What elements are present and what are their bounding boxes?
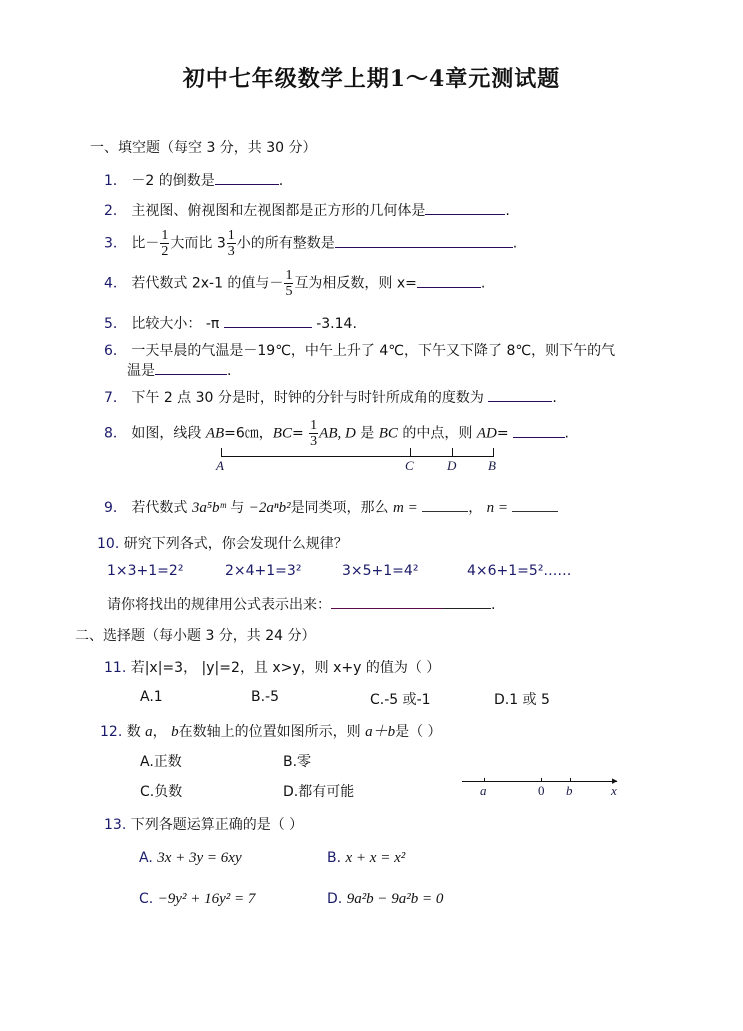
q3-number: 3． <box>104 235 127 252</box>
q13-option-c-key: C. <box>139 891 154 907</box>
q2-number: 2． <box>104 203 127 219</box>
q4-number: 4． <box>104 275 127 292</box>
question-1 <box>104 170 283 190</box>
q10-end: . <box>491 597 496 613</box>
q13-option-a[interactable] <box>139 850 242 867</box>
number-line-axis <box>462 781 617 782</box>
q3-answer-blank[interactable] <box>335 235 513 248</box>
q11-option-c[interactable]: C.-5 或-1 <box>370 692 431 708</box>
q12-option-b[interactable]: B.零 <box>283 754 312 770</box>
q10-pattern-3: 3×5+1=4² <box>342 563 419 579</box>
q9-term1: 3a⁵bᵐ <box>191 500 226 516</box>
q12-number: 12. <box>100 724 123 740</box>
q8-bc: BC <box>272 425 292 442</box>
q10-prompt-line <box>107 594 495 614</box>
question-6-cont <box>127 360 231 380</box>
q12-option-a[interactable]: A.正数 <box>140 754 182 770</box>
q9-post: 是同类项，那么 <box>290 500 394 516</box>
q4-pre: 若代数式 2x-1 的值与－ <box>131 275 284 292</box>
question-4 <box>104 268 485 299</box>
q8-eq3: = <box>496 425 509 442</box>
q12-post: 在数轴上的位置如图所示，则 <box>178 724 366 740</box>
q8-ab: AB <box>205 425 225 442</box>
q13-option-d-expr: 9a²b − 9a²b = 0 <box>346 891 444 907</box>
q8-answer-blank[interactable] <box>513 425 565 438</box>
question-5 <box>104 313 357 333</box>
q5-answer-blank[interactable] <box>224 315 312 328</box>
q10-pattern-4: 4×6+1=5²…… <box>467 563 572 579</box>
q13-number: 13. <box>104 817 127 833</box>
question-2 <box>104 200 510 220</box>
q12-a: a <box>145 724 153 740</box>
q3-post: 小的所有整数是 <box>236 235 335 252</box>
q8-mid: 是 <box>355 425 379 442</box>
q9-pre: 若代数式 <box>131 500 192 516</box>
question-11 <box>104 657 440 677</box>
arrow-right-icon: ▸ <box>612 774 618 787</box>
q12-end: 是（ ） <box>395 724 442 740</box>
q11-text: 若|x|=3， |y|=2，且 x>y，则 x+y 的值为（ ） <box>130 660 441 676</box>
q3-mid: 大而比 3 <box>170 235 226 252</box>
q6-line2: 温是 <box>127 363 155 379</box>
question-3 <box>104 228 517 259</box>
q2-answer-blank[interactable] <box>425 202 505 215</box>
label-a: A <box>216 458 224 473</box>
q4-answer-blank[interactable] <box>417 275 481 288</box>
axis-label-x: x <box>611 783 617 798</box>
section2-heading: 二、选择题（每小题 3 分，共 24 分） <box>75 628 316 644</box>
q7-answer-blank[interactable] <box>488 389 552 402</box>
q1-number: 1． <box>104 173 127 189</box>
q9-n-label: n = <box>486 500 509 516</box>
q10-answer-blank-2[interactable] <box>443 596 491 609</box>
segment-line <box>221 456 494 457</box>
q8-ab2: AB, D <box>319 425 356 442</box>
axis-label-a: a <box>480 783 487 798</box>
q10-text: 研究下列各式，你会发现什么规律？ <box>123 536 348 552</box>
section1-heading: 一、填空题（每空 3 分，共 30 分） <box>90 140 317 156</box>
q8-pre: 如图，线段 <box>131 425 206 442</box>
q6-answer-blank[interactable] <box>155 362 227 375</box>
q13-option-d[interactable] <box>327 891 443 908</box>
question-13 <box>104 814 303 834</box>
q6-line1: 一天早晨的气温是－19℃，中午上升了 4℃，下午又下降了 8℃，则下午的气 <box>131 343 616 359</box>
axis-label-zero: 0 <box>538 783 545 798</box>
label-c: C <box>405 458 414 473</box>
q3-end: . <box>512 235 518 252</box>
axis-label-b: b <box>566 783 573 798</box>
q10-pattern-2: 2×4+1=3² <box>225 563 302 579</box>
q9-number: 9． <box>104 500 127 516</box>
q4-end: . <box>480 275 486 292</box>
label-b: B <box>488 458 496 473</box>
q13-option-c-expr: −9y² + 16y² = 7 <box>157 891 256 907</box>
q7-end: . <box>552 390 557 406</box>
point-c-tick <box>410 448 411 456</box>
q13-text: 下列各题运算正确的是（ ） <box>130 817 304 833</box>
q9-mid: 与 <box>225 500 249 516</box>
q12-option-c[interactable]: C.负数 <box>140 784 183 800</box>
q8-number: 8． <box>104 425 127 442</box>
tick-a <box>484 778 485 782</box>
q13-option-b-key: B. <box>327 850 342 866</box>
tick-b <box>570 778 571 782</box>
question-6 <box>104 340 615 360</box>
q11-number: 11. <box>104 660 127 676</box>
q1-answer-blank[interactable] <box>215 172 279 185</box>
q5-pre: 比较大小： -π <box>131 316 220 332</box>
q13-option-c[interactable] <box>139 891 255 908</box>
q1-end: . <box>278 173 284 189</box>
q13-option-a-key: A. <box>139 850 153 866</box>
q12-pre: 数 <box>126 724 146 740</box>
label-d: D <box>447 458 457 473</box>
q13-option-b-expr: x + x = x² <box>345 850 406 866</box>
q3-fraction-1: $\frac{1}{2}$ <box>161 228 169 259</box>
question-8 <box>104 418 569 449</box>
q9-m-blank[interactable] <box>422 499 468 512</box>
q8-end: . <box>564 425 569 442</box>
q4-post: 互为相反数，则 x= <box>294 275 417 292</box>
question-12 <box>100 720 442 741</box>
q8-eq1: =6㎝， <box>224 425 273 442</box>
q8-bc2: BC <box>378 425 398 442</box>
point-b-tick <box>493 448 494 456</box>
q6-end: . <box>227 363 232 379</box>
q13-option-b[interactable] <box>327 850 405 867</box>
q12-expr: a＋b <box>365 724 396 740</box>
q11-option-d[interactable]: D.1 或 5 <box>494 692 550 708</box>
q13-option-a-expr: 3x + 3y = 6xy <box>157 850 242 866</box>
q11-option-b[interactable]: B.-5 <box>251 689 280 705</box>
q9-n-blank[interactable] <box>512 499 558 512</box>
q12-option-d[interactable]: D.都有可能 <box>283 784 355 800</box>
q2-text: 主视图、俯视图和左视图都是正方形的几何体是 <box>131 203 426 219</box>
q10-answer-blank-1[interactable] <box>331 596 443 609</box>
q6-number: 6． <box>104 343 127 359</box>
q5-post: -3.14. <box>316 316 357 332</box>
q10-prompt: 请你将找出的规律用公式表示出来： <box>107 597 331 613</box>
q8-fraction: $\frac{1}{3}$ <box>310 418 318 449</box>
tick-zero <box>541 778 542 782</box>
q10-number: 10. <box>97 536 120 552</box>
q2-end: . <box>505 203 510 219</box>
q8-post: 的中点，则 <box>397 425 477 442</box>
q13-option-d-key: D. <box>327 891 343 907</box>
q3-pre: 比－ <box>131 235 160 252</box>
q8-ad: AD <box>476 425 497 442</box>
q8-eq2: = <box>291 425 309 442</box>
q3-fraction-2: $\frac{1}{3}$ <box>227 228 235 259</box>
q12-sep: ， <box>152 724 172 740</box>
q5-number: 5． <box>104 316 127 332</box>
q12-b: b <box>171 724 179 740</box>
q7-text: 下午 2 点 30 分是时，时钟的分针与时针所成角的度数为 <box>131 390 484 406</box>
page-title: 初中七年级数学上期1～4章元测试题 <box>182 66 561 92</box>
q7-number: 7． <box>104 390 127 406</box>
point-a-tick <box>221 448 222 456</box>
question-7 <box>104 387 557 407</box>
question-9 <box>104 497 558 517</box>
q10-pattern-1: 1×3+1=2² <box>107 563 184 579</box>
q9-sep: ， <box>468 500 483 516</box>
q9-m-label: m = <box>393 500 418 516</box>
q4-fraction: $\frac{1}{5}$ <box>285 268 293 299</box>
point-d-tick <box>452 448 453 456</box>
q11-option-a[interactable]: A.1 <box>140 689 163 705</box>
question-10 <box>97 533 348 553</box>
q1-text: －2 的倒数是 <box>131 173 215 189</box>
q9-term2: −2aⁿb² <box>248 500 291 516</box>
